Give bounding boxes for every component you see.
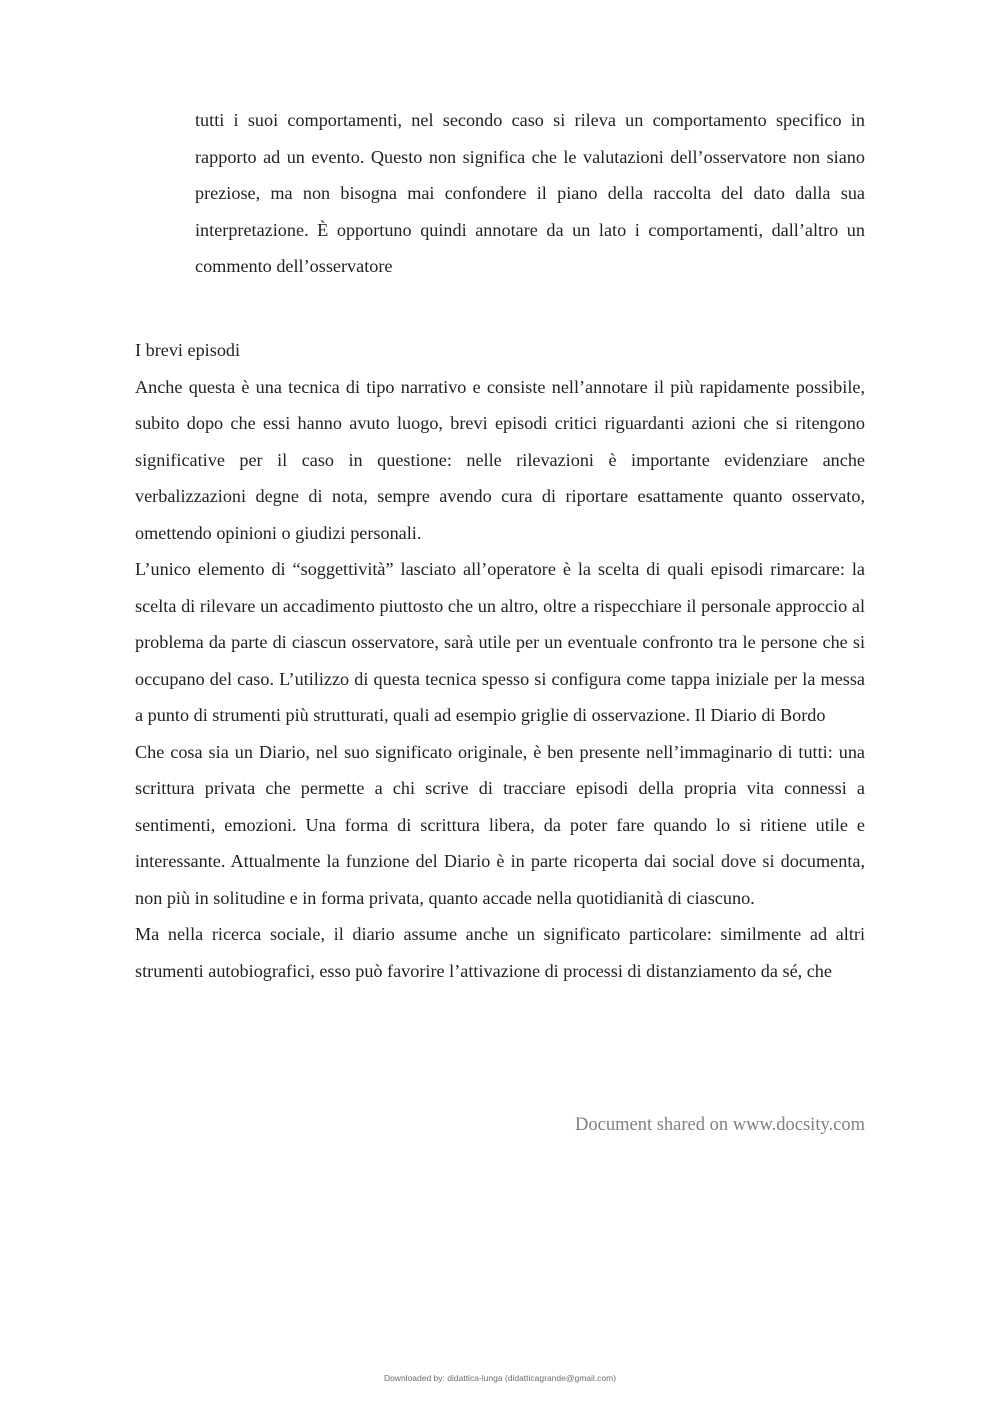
section-heading: I brevi episodi <box>135 340 241 360</box>
download-note: Downloaded by: didattica-lunga (didatticagrande@gmail.com) <box>383 1373 617 1383</box>
section-body <box>135 332 865 989</box>
paragraph: L’unico elemento di “soggettività” lasciato all’operatore è la scelta di quali episodi rimarcare: la scelta di rilevare un accadimento piuttosto che un altro, oltre a rispecchiare il personale approccio al problema da parte di ciascun osservatore, sarà utile per un eventuale confronto tra le persone che si occupano del caso. L’utilizzo di questa tecnica spesso si configura come tappa iniziale per la messa a punto di strumenti più strutturati, quali ad esempio griglie di osservazione. Il Diario di Bordo <box>135 559 865 725</box>
continuation-paragraph: tutti i suoi comportamenti, nel secondo caso si rileva un comportamento specifico in rapporto ad un evento. Questo non significa che le valutazioni dell’osservatore non siano preziose, ma non bisogna mai confondere il piano della raccolta del dato dalla sua interpretazione. È opportuno quindi annotare da un lato i comportamenti, dall’altro un commento dell’osservatore <box>195 110 865 276</box>
paragraph: Anche questa è una tecnica di tipo narrativo e consiste nell’annotare il più rapidamente possibile, subito dopo che essi hanno avuto luogo, brevi episodi critici riguardanti azioni che si ritengono significative per il caso in questione: nelle rilevazioni è importante evidenziare anche verbalizzazioni degne di nota, sempre avendo cura di riportare esattamente quanto osservato, omettendo opinioni o giudizi personali. <box>135 376 865 543</box>
paragraph: Che cosa sia un Diario, nel suo significato originale, è ben presente nell’immaginario di tutti: una scrittura privata che permette a chi scrive di tracciare episodi della propria vita connessi a sentimenti, emozioni. Una forma di scrittura libera, da poter fare quando lo si ritiene utile e interessante. Attualmente la funzione del Diario è in parte ricoperta dai social dove si documenta, non più in solitudine e in forma privata, quanto accade nella quotidianità di ciascuno. <box>135 741 865 908</box>
paragraph: Ma nella ricerca sociale, il diario assume anche un significato particolare: similmente ad altri strumenti autobiografici, esso può favorire l’attivazione di processi di distanziamento da sé, che <box>135 924 865 981</box>
share-note: Document shared on www.docsity.com <box>575 1115 865 1135</box>
